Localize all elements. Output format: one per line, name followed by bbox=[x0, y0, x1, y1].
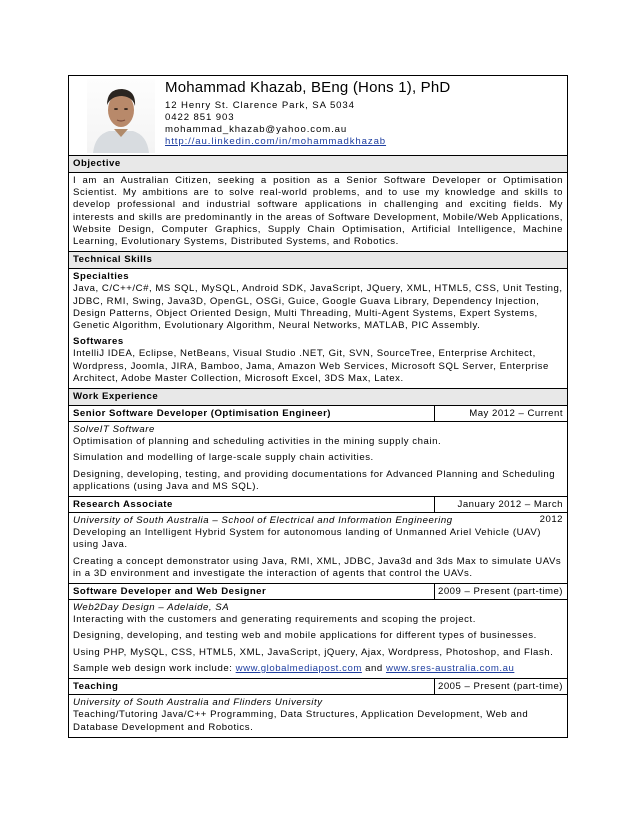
sres-australia-link[interactable]: www.sres-australia.com.au bbox=[385, 662, 515, 674]
job-title: Teaching bbox=[69, 679, 435, 694]
job-title: Research Associate bbox=[69, 497, 435, 512]
job-body bbox=[68, 600, 568, 678]
technical-skills-body bbox=[68, 269, 568, 388]
objective-body bbox=[68, 173, 568, 251]
specialties-label: Specialties bbox=[73, 271, 130, 283]
candidate-name: Mohammad Khazab, BEng (Hons 1), PhD bbox=[165, 79, 451, 96]
job-header bbox=[68, 406, 568, 422]
job-title: Software Developer and Web Designer bbox=[69, 584, 435, 599]
job-duty: Interacting with the customers and generating requirements and scoping the project. bbox=[73, 614, 476, 626]
job-organisation: University of South Australia – School of Electrical and Information Engineering bbox=[73, 515, 453, 527]
softwares-label: Softwares bbox=[73, 336, 124, 348]
sample-work-and: and bbox=[361, 662, 386, 674]
softwares-text: IntelliJ IDEA, Eclipse, NetBeans, Visual Studio .NET, Git, SVN, SourceTree, Enterprise Architect, Wordpress, Joomla, JIRA, Bamboo, Jama, Amazon Web Services, Microsoft SQL Server, Enterprise Architect, Adobe Master Collection, Microsoft Excel, 3DS Max, Latex. bbox=[73, 348, 549, 384]
job-organisation: University of South Australia and Flinders University bbox=[73, 697, 323, 709]
globalmediapost-link[interactable]: www.globalmediapost.com bbox=[235, 662, 362, 674]
job-dates: May 2012 – Current bbox=[469, 408, 563, 420]
job-title: Senior Software Developer (Optimisation Engineer) bbox=[69, 406, 435, 421]
job-duty: Teaching/Tutoring Java/C++ Programming, Data Structures, Application Development, Web and Database Development and Robotics. bbox=[73, 709, 529, 733]
sample-work-prefix: Sample web design work include: bbox=[73, 662, 236, 674]
job-duty: Designing, developing, and testing web and mobile applications for different types of businesses. bbox=[73, 630, 537, 642]
job-duty: Using PHP, MySQL, CSS, HTML5, XML, JavaScript, jQuery, Ajax, Wordpress, Photoshop, and Flash. bbox=[73, 646, 554, 658]
resume-header bbox=[68, 75, 568, 155]
phone: 0422 851 903 bbox=[165, 112, 235, 123]
profile-photo-image bbox=[87, 79, 155, 153]
job-duty: Simulation and modelling of large-scale supply chain activities. bbox=[73, 452, 374, 464]
job-header bbox=[68, 583, 568, 600]
job-duty: Designing, developing, testing, and providing documentations for Advanced Planning and Scheduling applications (using Java and MS SQL). bbox=[73, 468, 556, 492]
job-dates: 2009 – Present (part-time) bbox=[438, 586, 563, 598]
job-body bbox=[68, 513, 568, 583]
job-body bbox=[68, 422, 568, 496]
resume bbox=[68, 75, 568, 738]
job-duty: Developing an Intelligent Hybrid System for autonomous landing of Unmanned Ariel Vehicle (UAV) using Java. bbox=[73, 527, 542, 551]
job-header bbox=[68, 678, 568, 695]
email: mohammad_khazab@yahoo.com.au bbox=[165, 124, 348, 135]
job-dates: January 2012 – March 2012 bbox=[457, 499, 563, 526]
work-experience-heading: Work Experience bbox=[68, 388, 568, 406]
job-dates: 2005 – Present (part-time) bbox=[438, 681, 563, 693]
profile-photo bbox=[87, 79, 155, 153]
linkedin-link[interactable]: http://au.linkedin.com/in/mohammadkhazab bbox=[165, 136, 387, 147]
job-body bbox=[68, 695, 568, 738]
job-duty: Optimisation of planning and scheduling activities in the mining supply chain. bbox=[73, 436, 442, 448]
job-organisation: Web2Day Design – Adelaide, SA bbox=[73, 602, 230, 614]
objective-text: I am an Australian Citizen, seeking a position as a Senior Software Developer or Optimisation Scientist. My ambitions are to solve real-world problems, and to use my knowledge and skills to develop professional and industrial software applications in challenging and exciting fields. My interests and skills are predominantly in the areas of Software Development, Mobile/Web Applications, Website Design, Computer Graphics, Supply Chain Optimisation, Artificial Intelligence, Machine Learning, Evolutionary Systems, Distributed Systems, and Robotics. bbox=[73, 175, 563, 248]
technical-skills-heading: Technical Skills bbox=[68, 251, 568, 269]
job-duty: Creating a concept demonstrator using Java, RMI, XML, JDBC, Java3d and 3ds Max to simulate UAVs in a 3D environment and investigate the interaction of agents that control the UAVs. bbox=[73, 555, 562, 579]
specialties-text: Java, C/C++/C#, MS SQL, MySQL, Android SDK, JavaScript, JQuery, XML, HTML5, CSS, Unit Testing, JDBC, RMI, Swing, Java3D, OpenGL, OSGi, Guice, Google Guava Library, Dependency Injection, Design Patterns, Object Oriented Design, Multi Threading, Multi-Agent Systems, Expert Systems, Genetic Algorithm, Evolutionary Algorithm, Neural Networks, MATLAB, PIC Assembly. bbox=[73, 283, 563, 332]
address: 12 Henry St. Clarence Park, SA 5034 bbox=[165, 100, 355, 111]
sample-work-line bbox=[73, 663, 563, 675]
objective-heading: Objective bbox=[68, 155, 568, 173]
job-organisation: SolveIT Software bbox=[73, 424, 155, 436]
